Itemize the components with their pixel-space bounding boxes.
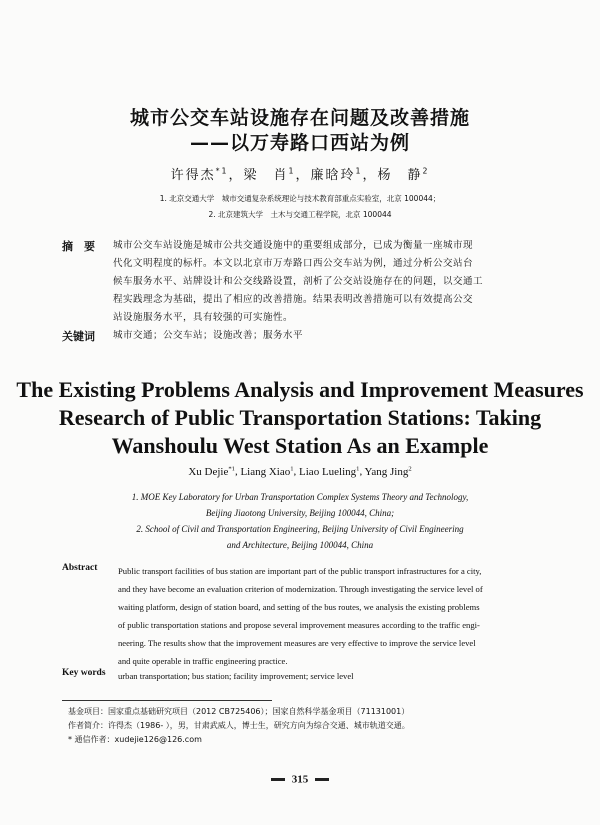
en-title-line: The Existing Problems Analysis and Improvement Measures — [16, 377, 584, 402]
en-abstract — [118, 562, 558, 670]
cn-abstract-line: 城市公交车站设施是城市公共交通设施中的重要组成部分，已成为衡量一座城市现 — [113, 240, 474, 251]
footnote-corresponding: * 通信作者：xudejie126@126.com — [68, 735, 202, 744]
cn-author: 廉晗玲$^1$ — [310, 166, 363, 183]
en-keywords: urban transportation; bus station; facility improvement; service level — [118, 671, 354, 681]
cn-keywords: 城市交通；公交车站；设施改善；服务水平 — [113, 330, 304, 341]
cn-author: 梁 肖$^1$ — [243, 166, 296, 183]
page-number: 315 — [291, 773, 309, 786]
page-number-block — [0, 769, 600, 788]
en-authors: Xu Dejie$^{*1}$, Liang Xiao$^1$, Liao Lueling$^1$, Yang Jing$^2$ — [188, 465, 412, 478]
en-abstract-label: Abstract — [62, 563, 98, 573]
cn-title-line1: 城市公交车站设施存在问题及改善措施 — [129, 107, 470, 129]
en-author: Yang Jing$^2$ — [364, 465, 412, 478]
en-abstract-line: neering. The results show that the improvement measures are very effective to improve the service level — [118, 638, 476, 648]
cn-authors: 许得杰$^{*1}$，梁 肖$^1$，廉晗玲$^1$，杨 静$^2$ — [170, 166, 430, 183]
en-title — [0, 376, 600, 460]
cn-author: 许得杰$^{*1}$ — [170, 166, 229, 183]
footnote-author-bio: 作者简介：许得杰（1986- ），男，甘肃武威人，博士生，研究方向为综合交通、城市轨道交通。 — [68, 721, 410, 730]
page-number-ornament-right — [315, 778, 329, 781]
en-title-line: Research of Public Transportation Stations: Taking — [58, 405, 542, 430]
en-abstract-line: and they have become an evaluation criterion of modernization. Through investigating the service level of — [118, 584, 483, 594]
en-affiliation-line: and Architecture, Beijing 100044, China — [226, 540, 374, 550]
en-affiliation-line: 2. School of Civil and Transportation Engineering, Beijing University of Civil Engineering — [136, 524, 464, 534]
cn-affiliation-1: 1. 北京交通大学 城市交通复杂系统理论与技术教育部重点实验室，北京 100044； — [159, 194, 441, 203]
en-keywords-label: Key words — [62, 668, 106, 678]
cn-abstract-label: 摘 要 — [62, 240, 95, 253]
cn-affiliation-2: 2. 北京建筑大学 土木与交通工程学院，北京 100044 — [208, 210, 392, 219]
en-affiliation-line: Beijing Jiaotong University, Beijing 100044, China; — [205, 508, 395, 518]
footnote-divider — [62, 700, 272, 701]
cn-abstract-line: 程实践理念为基础，提出了相应的改善措施。结果表明改善措施可以有效提高公交 — [113, 294, 474, 305]
en-author: Liang Xiao$^1$ — [240, 465, 294, 478]
en-abstract-line: and quite operable in traffic engineering practice. — [118, 656, 288, 666]
footnote-fund: 基金项目：国家重点基础研究项目（2012 CB725406）；国家自然科学基金项目（71131001） — [68, 707, 410, 716]
cn-abstract — [113, 237, 553, 327]
page-number-ornament-left — [271, 778, 285, 781]
en-title-line: Wanshoulu West Station As an Example — [111, 433, 489, 458]
cn-abstract-line: 候车服务水平、站牌设计和公交线路设置，剖析了公交站设施存在的问题，以交通工 — [113, 276, 484, 287]
cn-author: 杨 静$^2$ — [377, 166, 430, 183]
footnotes — [68, 705, 568, 747]
en-abstract-line: Public transport facilities of bus station are important part of the public transport infrastructures for a city, — [118, 566, 482, 576]
en-affiliations — [0, 489, 600, 553]
cn-keywords-label: 关键词 — [62, 330, 95, 343]
cn-abstract-line: 代化文明程度的标杆。本文以北京市万寿路口西公交车站为例，通过分析公交站台 — [113, 258, 474, 269]
en-author: Liao Lueling$^1$ — [299, 465, 360, 478]
en-author: Xu Dejie$^{*1}$ — [188, 465, 235, 478]
en-affiliation-line: 1. MOE Key Laboratory for Urban Transportation Complex Systems Theory and Technology, — [131, 492, 469, 502]
en-abstract-line: waiting platform, design of station board, and setting of the bus routes, we analysis the existing problems — [118, 602, 480, 612]
cn-title-line2: ——以万寿路口西站为例 — [189, 132, 410, 154]
en-abstract-line: of public transportation stations and propose several improvement measures according to the traffic engi- — [118, 620, 480, 630]
cn-abstract-line: 站设施服务水平，具有较强的可实施性。 — [113, 312, 294, 323]
